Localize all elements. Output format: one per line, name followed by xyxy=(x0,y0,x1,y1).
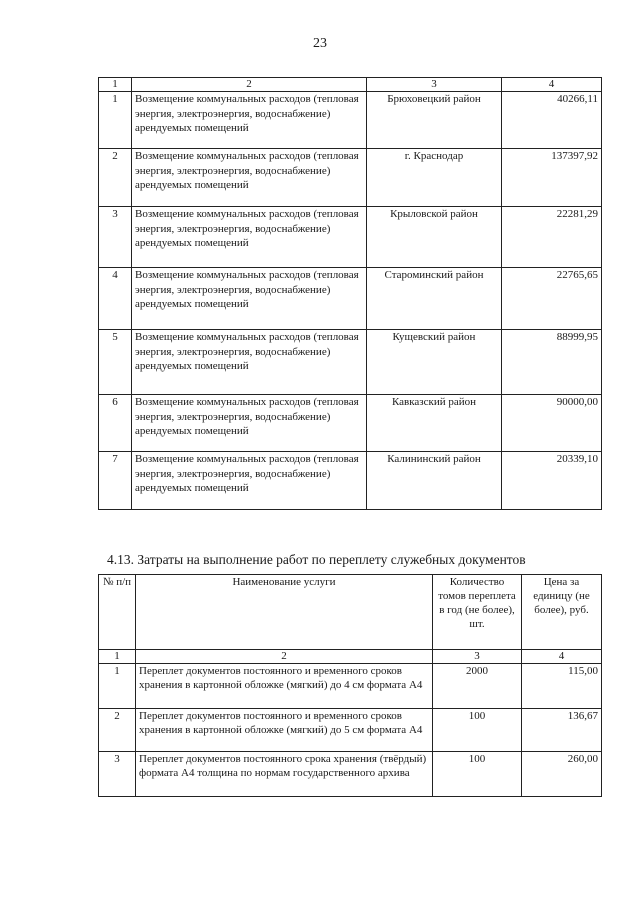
row-number: 2 xyxy=(99,149,132,207)
quantity-value: 2000 xyxy=(433,664,522,709)
amount-value: 90000,00 xyxy=(502,395,602,452)
column-number: 3 xyxy=(367,78,502,92)
service-name: Возмещение коммунальных расходов (тепловая энергия, электроэнергия, водоснабжение) арендуемых помещений xyxy=(132,92,367,149)
service-name: Возмещение коммунальных расходов (тепловая энергия, электроэнергия, водоснабжение) арендуемых помещений xyxy=(132,330,367,395)
service-name: Возмещение коммунальных расходов (тепловая энергия, электроэнергия, водоснабжение) арендуемых помещений xyxy=(132,268,367,330)
row-number: 3 xyxy=(99,207,132,268)
column-number: 1 xyxy=(99,78,132,92)
section-heading: 4.13. Затраты на выполнение работ по переплету служебных документов xyxy=(107,552,526,567)
district-name: Брюховецкий район xyxy=(367,92,502,149)
column-number: 4 xyxy=(522,650,602,664)
row-number: 2 xyxy=(99,709,136,752)
table-row xyxy=(99,268,602,330)
table-row xyxy=(99,452,602,510)
column-number: 2 xyxy=(132,78,367,92)
service-name: Переплет документов постоянного и временного сроков хранения в картонной обложке (мягкий) до 5 см формата А4 xyxy=(136,709,433,752)
column-number: 1 xyxy=(99,650,136,664)
header-cell-number: № п/п xyxy=(99,575,136,650)
service-name: Возмещение коммунальных расходов (тепловая энергия, электроэнергия, водоснабжение) арендуемых помещений xyxy=(132,395,367,452)
table-header-row xyxy=(99,575,602,650)
table-header-row xyxy=(99,78,602,92)
amount-value: 88999,95 xyxy=(502,330,602,395)
amount-value: 137397,92 xyxy=(502,149,602,207)
service-name: Переплет документов постоянного срока хранения (твёрдый) формата А4 толщина по нормам государственного архива xyxy=(136,752,433,797)
row-number: 5 xyxy=(99,330,132,395)
quantity-value: 100 xyxy=(433,752,522,797)
column-number: 4 xyxy=(502,78,602,92)
table-row xyxy=(99,149,602,207)
table-row xyxy=(99,664,602,709)
amount-value: 22765,65 xyxy=(502,268,602,330)
header-cell-service: Наименование услуги xyxy=(136,575,433,650)
district-name: Кущевский район xyxy=(367,330,502,395)
district-name: Крыловской район xyxy=(367,207,502,268)
table-row xyxy=(99,752,602,797)
column-number: 2 xyxy=(136,650,433,664)
column-number: 3 xyxy=(433,650,522,664)
amount-value: 22281,29 xyxy=(502,207,602,268)
table-row xyxy=(99,92,602,149)
price-value: 136,67 xyxy=(522,709,602,752)
price-value: 115,00 xyxy=(522,664,602,709)
header-cell-quantity: Количество томов переплета в год (не более), шт. xyxy=(433,575,522,650)
district-name: Кавказский район xyxy=(367,395,502,452)
table-row xyxy=(99,207,602,268)
row-number: 1 xyxy=(99,92,132,149)
row-number: 3 xyxy=(99,752,136,797)
service-name: Переплет документов постоянного и временного сроков хранения в картонной обложке (мягкий) до 4 см формата А4 xyxy=(136,664,433,709)
header-cell-price: Цена за единицу (не более), руб. xyxy=(522,575,602,650)
district-name: Староминский район xyxy=(367,268,502,330)
column-numbers-row xyxy=(99,650,602,664)
service-name: Возмещение коммунальных расходов (тепловая энергия, электроэнергия, водоснабжение) арендуемых помещений xyxy=(132,207,367,268)
page-number: 23 xyxy=(313,36,327,51)
service-name: Возмещение коммунальных расходов (тепловая энергия, электроэнергия, водоснабжение) арендуемых помещений xyxy=(132,149,367,207)
price-value: 260,00 xyxy=(522,752,602,797)
row-number: 7 xyxy=(99,452,132,510)
row-number: 1 xyxy=(99,664,136,709)
quantity-value: 100 xyxy=(433,709,522,752)
table-row xyxy=(99,395,602,452)
table-row xyxy=(99,709,602,752)
amount-value: 40266,11 xyxy=(502,92,602,149)
row-number: 6 xyxy=(99,395,132,452)
district-name: Калининский район xyxy=(367,452,502,510)
district-name: г. Краснодар xyxy=(367,149,502,207)
row-number: 4 xyxy=(99,268,132,330)
binding-costs-table xyxy=(98,574,602,797)
utility-costs-table xyxy=(98,77,602,510)
service-name: Возмещение коммунальных расходов (тепловая энергия, электроэнергия, водоснабжение) арендуемых помещений xyxy=(132,452,367,510)
table-row xyxy=(99,330,602,395)
amount-value: 20339,10 xyxy=(502,452,602,510)
